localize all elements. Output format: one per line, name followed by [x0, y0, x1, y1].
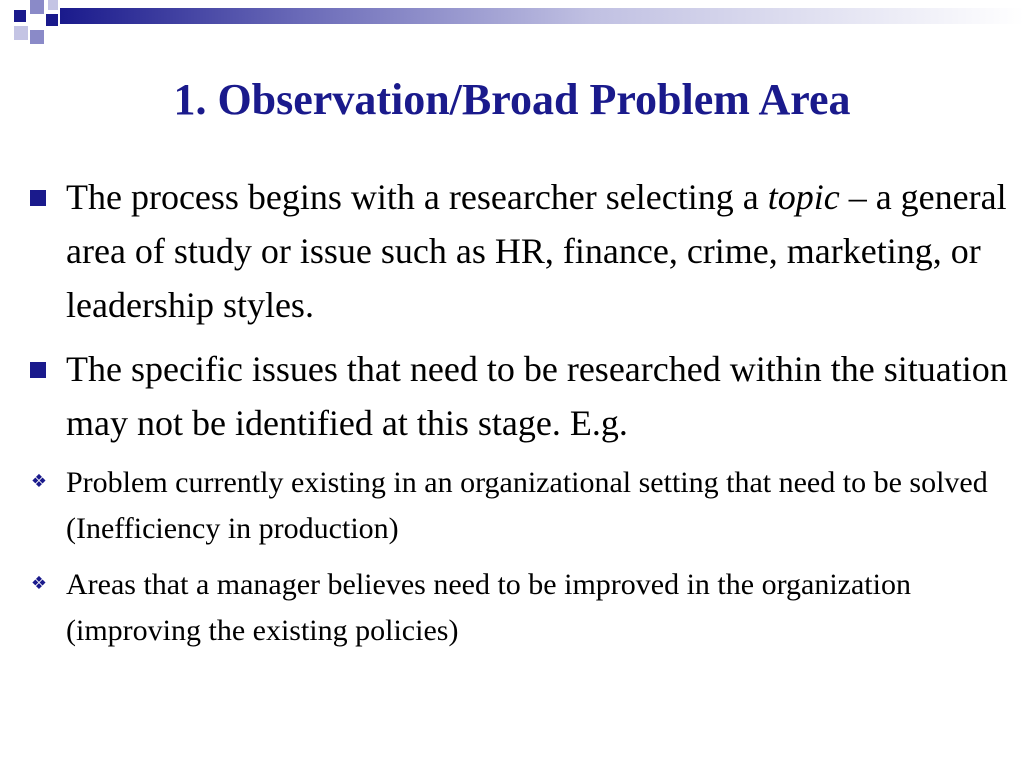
sub-bullet-text: Areas that a manager believes need to be improved in the organization (improving the existing policies)	[66, 568, 911, 647]
bullet-text-part: The process begins with a researcher selecting a	[66, 177, 768, 217]
deco-square	[46, 14, 58, 26]
bullet-emphasis: topic	[767, 177, 840, 217]
bullet-text-part: – a general area of study or issue such as HR, finance, crime, marketing, or leadership styles.	[66, 177, 1007, 325]
slide-title: 1. Observation/Broad Problem Area	[173, 75, 851, 124]
sub-bullet-item	[28, 460, 1018, 552]
deco-square	[48, 0, 58, 10]
bullet-text	[66, 177, 1007, 325]
bullet-list	[28, 170, 1018, 664]
square-bullet-icon	[30, 190, 46, 206]
diamond-bullet-icon: ❖	[30, 573, 48, 594]
header-gradient-bar	[60, 8, 1024, 24]
sub-bullet-item	[28, 562, 1018, 654]
deco-square	[30, 30, 44, 44]
deco-square	[30, 0, 44, 14]
deco-square	[14, 26, 28, 40]
square-bullet-icon	[30, 362, 46, 378]
bullet-item	[28, 342, 1018, 450]
bullet-item	[28, 170, 1018, 332]
bullet-text: The specific issues that need to be researched within the situation may not be identified at this stage. E.g.	[66, 349, 1008, 443]
diamond-bullet-icon: ❖	[30, 471, 48, 492]
deco-square	[14, 10, 26, 22]
sub-bullet-text: Problem currently existing in an organizational setting that need to be solved (Inefficiency in production)	[66, 466, 988, 545]
